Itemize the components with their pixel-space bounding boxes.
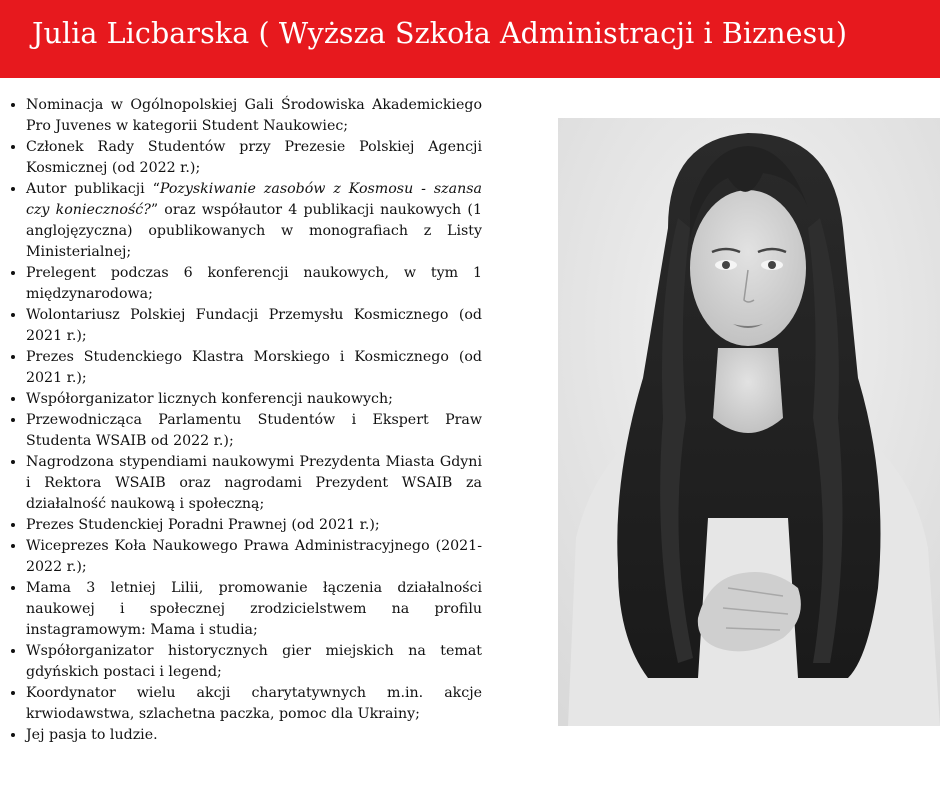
portrait-photo bbox=[558, 118, 940, 726]
list-item: • Przewodnicząca Parlamentu Studentów i Ekspert Praw Studenta WSAIB od 2022 r.); bbox=[26, 410, 482, 452]
achievements-list bbox=[6, 95, 482, 746]
list-item: • Wolontariusz Polskiej Fundacji Przemysłu Kosmicznego (od 2021 r.); bbox=[26, 305, 482, 347]
list-item: • Członek Rady Studentów przy Prezesie Polskiej Agencji Kosmicznej (od 2022 r.); bbox=[26, 137, 482, 179]
list-item: • Jej pasja to ludzie. bbox=[26, 725, 482, 746]
publication-title: Pozyskiwanie zasobów z Kosmosu - szansa czy konieczność? bbox=[26, 181, 482, 218]
list-item: • Autor publikacji “Pozyskiwanie zasobów z Kosmosu - szansa czy konieczność?” oraz współautor 4 publikacji naukowych (1 anglojęzyczna) opublikowanych w monografiach z Listy Ministerialnej; bbox=[26, 179, 482, 263]
header-banner bbox=[0, 0, 940, 78]
list-item: • Współorganizator historycznych gier miejskich na temat gdyńskich postaci i legend; bbox=[26, 641, 482, 683]
list-item: • Prezes Studenckiej Poradni Prawnej (od 2021 r.); bbox=[26, 515, 482, 536]
list-item: • Prezes Studenckiego Klastra Morskiego i Kosmicznego (od 2021 r.); bbox=[26, 347, 482, 389]
list-item: • Wiceprezes Koła Naukowego Prawa Administracyjnego (2021-2022 r.); bbox=[26, 536, 482, 578]
page-title: Julia Licbarska ( Wyższa Szkoła Administracji i Biznesu) bbox=[32, 17, 848, 50]
list-item: • Nagrodzona stypendiami naukowymi Prezydenta Miasta Gdyni i Rektora WSAIB oraz nagrodami Prezydent WSAIB za działalność naukową i społeczną; bbox=[26, 452, 482, 515]
list-item: • Koordynator wielu akcji charytatywnych m.in. akcje krwiodawstwa, szlachetna paczka, pomoc dla Ukrainy; bbox=[26, 683, 482, 725]
list-item: • Współorganizator licznych konferencji naukowych; bbox=[26, 389, 482, 410]
list-item: • Nominacja w Ogólnopolskiej Gali Środowiska Akademickiego Pro Juvenes w kategorii Student Naukowiec; bbox=[26, 95, 482, 137]
list-item: • Mama 3 letniej Lilii, promowanie łączenia działalności naukowej i społecznej zrodzicielstwem na profilu instagramowym: Mama i studia; bbox=[26, 578, 482, 641]
list-item: • Prelegent podczas 6 konferencji naukowych, w tym 1 międzynarodowa; bbox=[26, 263, 482, 305]
